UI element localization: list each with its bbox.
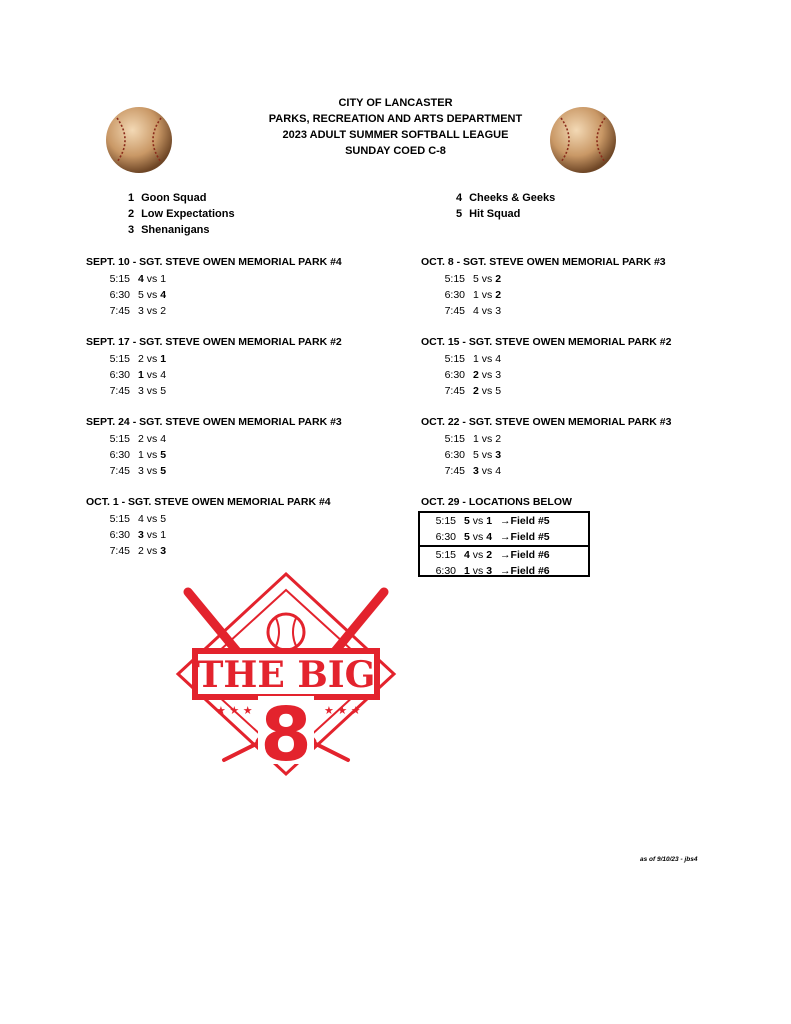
home-team: 5: [473, 273, 479, 285]
away-team: 2: [495, 289, 502, 301]
team-entry: 2 Low Expectations: [128, 208, 235, 220]
home-team: 5: [464, 515, 470, 527]
field-location: →Field #5: [500, 531, 550, 543]
week-section: [86, 256, 342, 319]
vs-label: vs: [143, 305, 161, 317]
final-game-row: [420, 513, 588, 529]
game-row: [421, 287, 666, 303]
game-row: [86, 431, 342, 447]
game-row: [421, 303, 666, 319]
home-team: 5: [464, 531, 470, 543]
field-location: →Field #5: [500, 515, 550, 527]
final-game-row: [420, 547, 588, 563]
away-team: 3: [486, 565, 493, 577]
home-team: 1: [464, 565, 470, 577]
game-time: 5:15: [444, 433, 465, 445]
game-row: [86, 447, 342, 463]
game-time: 6:30: [444, 289, 465, 301]
vs-label: vs: [478, 289, 496, 301]
away-team: 5: [160, 449, 167, 461]
home-team: 2: [138, 353, 144, 365]
game-time: 6:30: [435, 531, 456, 543]
vs-label: vs: [143, 449, 161, 461]
away-team: 5: [495, 385, 502, 397]
home-team: 2: [138, 433, 144, 445]
away-team: 1: [486, 515, 493, 527]
game-time: 6:30: [444, 449, 465, 461]
home-team: 4: [464, 549, 470, 561]
week-title: OCT. 1 - SGT. STEVE OWEN MEMORIAL PARK #4: [86, 496, 331, 508]
game-row: [86, 527, 331, 543]
header-division: SUNDAY COED C-8: [345, 145, 446, 157]
game-row: [86, 271, 342, 287]
game-time: 6:30: [435, 565, 456, 577]
team-list-left: [128, 190, 235, 238]
game-time: 7:45: [109, 465, 130, 477]
vs-label: vs: [478, 433, 496, 445]
week-section: [86, 496, 331, 559]
game-row: [86, 511, 331, 527]
week-title: OCT. 22 - SGT. STEVE OWEN MEMORIAL PARK #3: [421, 416, 672, 428]
week-title: OCT. 15 - SGT. STEVE OWEN MEMORIAL PARK #2: [421, 336, 672, 348]
home-team: 3: [138, 529, 144, 541]
vs-label: vs: [143, 433, 161, 445]
logo-stars: ★ ★ ★: [216, 704, 253, 717]
game-row: [421, 367, 671, 383]
final-game-row: [420, 563, 588, 579]
week-section: [421, 416, 671, 479]
the-big-8-logo: [172, 570, 400, 780]
final-week-section: [421, 496, 572, 508]
away-team: 4: [160, 369, 167, 381]
game-time: 6:30: [444, 369, 465, 381]
game-row: [86, 463, 342, 479]
game-time: 7:45: [444, 305, 465, 317]
game-time: 6:30: [109, 449, 130, 461]
game-time: 5:15: [435, 515, 456, 527]
home-team: 3: [473, 465, 479, 477]
away-team: 3: [495, 449, 502, 461]
away-team: 1: [160, 273, 167, 285]
team-entry: 4 Cheeks & Geeks: [456, 192, 556, 204]
game-time: 7:45: [109, 545, 130, 557]
week-title: SEPT. 17 - SGT. STEVE OWEN MEMORIAL PARK #2: [86, 336, 342, 348]
week-section: [421, 336, 671, 399]
game-time: 7:45: [109, 305, 130, 317]
field-location: →Field #6: [500, 549, 550, 561]
vs-label: vs: [143, 465, 161, 477]
team-list-right: [456, 190, 555, 222]
away-team: 4: [495, 353, 502, 365]
logo-text-line1: THE BIG: [196, 654, 376, 696]
vs-label: vs: [143, 289, 161, 301]
vs-label: vs: [469, 549, 487, 561]
away-team: 5: [160, 385, 167, 397]
vs-label: vs: [143, 353, 161, 365]
vs-label: vs: [478, 305, 496, 317]
game-row: [86, 287, 342, 303]
game-row: [86, 543, 331, 559]
week-title: SEPT. 10 - SGT. STEVE OWEN MEMORIAL PARK #4: [86, 256, 342, 268]
logo-text-line2: 8: [260, 692, 312, 778]
game-time: 7:45: [444, 465, 465, 477]
game-time: 7:45: [109, 385, 130, 397]
game-row: [86, 351, 342, 367]
vs-label: vs: [143, 545, 161, 557]
game-row: [86, 303, 342, 319]
away-team: 2: [495, 433, 502, 445]
game-time: 6:30: [109, 529, 130, 541]
vs-label: vs: [478, 353, 496, 365]
game-row: [421, 463, 671, 479]
away-team: 1: [160, 529, 167, 541]
vs-label: vs: [143, 385, 161, 397]
away-team: 3: [495, 305, 502, 317]
home-team: 4: [138, 273, 144, 285]
vs-label: vs: [469, 515, 487, 527]
away-team: 2: [495, 273, 502, 285]
game-time: 5:15: [444, 273, 465, 285]
away-team: 2: [486, 549, 493, 561]
vs-label: vs: [469, 531, 487, 543]
softball-left-icon: [103, 104, 175, 176]
vs-label: vs: [478, 465, 496, 477]
final-game-row: [420, 529, 588, 545]
week-section: [421, 256, 666, 319]
locations-box: [418, 511, 590, 577]
away-team: 4: [486, 531, 493, 543]
game-row: [86, 383, 342, 399]
vs-label: vs: [478, 385, 496, 397]
home-team: 3: [138, 305, 144, 317]
away-team: 3: [495, 369, 502, 381]
game-row: [421, 271, 666, 287]
away-team: 4: [160, 289, 167, 301]
week-title: OCT. 8 - SGT. STEVE OWEN MEMORIAL PARK #3: [421, 256, 666, 268]
footer-note: as of 9/10/23 - jbs4: [640, 856, 698, 863]
vs-label: vs: [143, 273, 161, 285]
vs-label: vs: [469, 565, 487, 577]
home-team: 4: [138, 513, 144, 525]
home-team: 2: [138, 545, 144, 557]
home-team: 1: [473, 353, 479, 365]
home-team: 1: [138, 369, 144, 381]
game-time: 6:30: [109, 369, 130, 381]
header-department: PARKS, RECREATION AND ARTS DEPARTMENT: [268, 113, 523, 125]
home-team: 2: [473, 369, 479, 381]
vs-label: vs: [478, 273, 496, 285]
vs-label: vs: [143, 369, 161, 381]
team-entry: 5 Hit Squad: [456, 208, 521, 220]
field-location: →Field #6: [500, 565, 550, 577]
home-team: 1: [473, 433, 479, 445]
away-team: 3: [160, 545, 167, 557]
game-time: 6:30: [109, 289, 130, 301]
vs-label: vs: [143, 513, 161, 525]
away-team: 4: [160, 433, 167, 445]
week-section: [86, 416, 342, 479]
game-row: [86, 367, 342, 383]
game-time: 5:15: [109, 273, 130, 285]
week-title: OCT. 29 - LOCATIONS BELOW: [421, 496, 572, 508]
game-time: 5:15: [435, 549, 456, 561]
vs-label: vs: [143, 529, 161, 541]
header-league: 2023 ADULT SUMMER SOFTBALL LEAGUE: [282, 129, 509, 141]
logo-stars: ★ ★ ★: [324, 704, 361, 717]
home-team: 1: [473, 289, 479, 301]
away-team: 2: [160, 305, 167, 317]
home-team: 3: [138, 385, 144, 397]
team-entry: 1 Goon Squad: [128, 192, 207, 204]
game-time: 5:15: [109, 433, 130, 445]
away-team: 1: [160, 353, 167, 365]
game-time: 7:45: [444, 385, 465, 397]
home-team: 3: [138, 465, 144, 477]
game-row: [421, 431, 671, 447]
away-team: 4: [495, 465, 502, 477]
softball-right-icon: [547, 104, 619, 176]
game-time: 5:15: [109, 353, 130, 365]
vs-label: vs: [478, 369, 496, 381]
game-time: 5:15: [109, 513, 130, 525]
week-section: [86, 336, 342, 399]
home-team: 1: [138, 449, 144, 461]
week-title: SEPT. 24 - SGT. STEVE OWEN MEMORIAL PARK #3: [86, 416, 342, 428]
game-row: [421, 351, 671, 367]
home-team: 5: [473, 449, 479, 461]
vs-label: vs: [478, 449, 496, 461]
home-team: 5: [138, 289, 144, 301]
away-team: 5: [160, 513, 167, 525]
game-time: 5:15: [444, 353, 465, 365]
home-team: 2: [473, 385, 479, 397]
home-team: 4: [473, 305, 479, 317]
game-row: [421, 447, 671, 463]
team-entry: 3 Shenanigans: [128, 224, 210, 236]
header-city: CITY OF LANCASTER: [338, 97, 453, 109]
away-team: 5: [160, 465, 167, 477]
game-row: [421, 383, 671, 399]
